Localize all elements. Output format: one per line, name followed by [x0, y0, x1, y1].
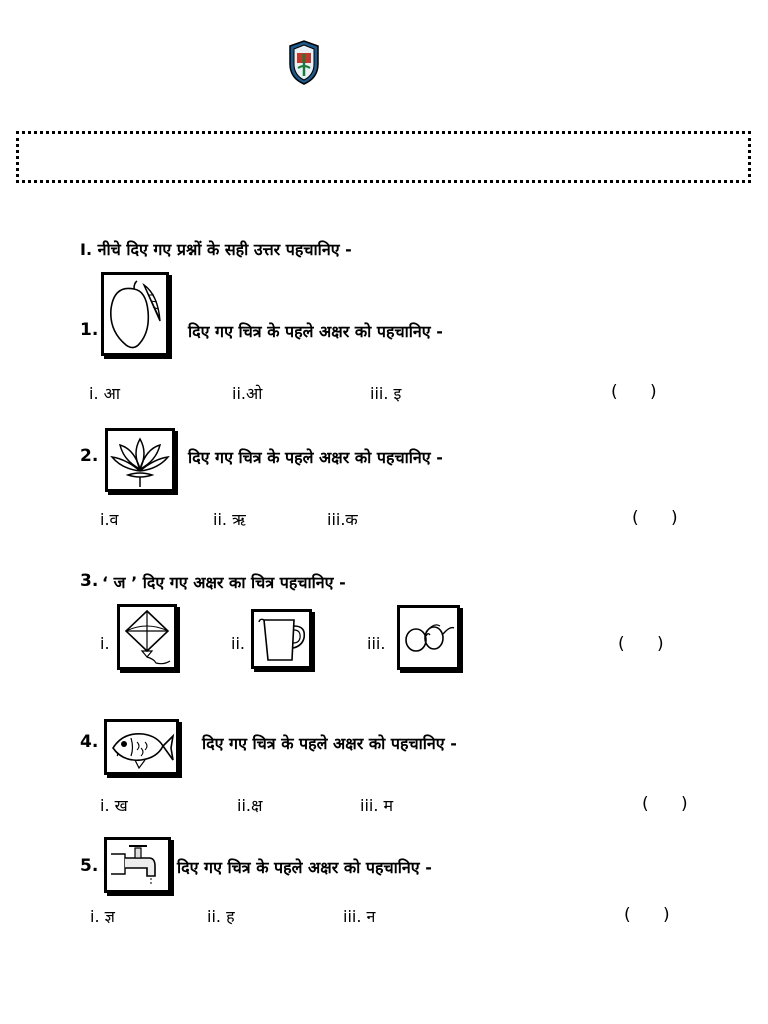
- question-3-number: 3.: [80, 571, 99, 591]
- question-3-option-2[interactable]: ii.: [231, 634, 245, 653]
- question-5-prompt: दिए गए चित्र के पहले अक्षर को पहचानिए -: [177, 858, 432, 877]
- question-2-prompt: दिए गए चित्र के पहले अक्षर को पहचानिए -: [188, 448, 443, 467]
- question-4-number: 4.: [80, 732, 99, 752]
- question-1-number: 1.: [80, 320, 99, 340]
- question-5-answer-blank[interactable]: ( ): [624, 905, 670, 925]
- tap-icon: [104, 837, 171, 893]
- question-2-option-1[interactable]: i.व: [100, 510, 119, 529]
- question-4-option-1[interactable]: i. ख: [100, 796, 128, 815]
- kite-icon[interactable]: [117, 604, 177, 670]
- question-5-option-3[interactable]: iii. न: [343, 907, 376, 926]
- question-1-answer-blank[interactable]: ( ): [611, 382, 657, 402]
- school-logo: [286, 38, 322, 86]
- name-details-box: [16, 131, 751, 183]
- question-2-number: 2.: [80, 446, 99, 466]
- question-1-option-3[interactable]: iii. इ: [370, 384, 402, 403]
- section-heading: I. नीचे दिए गए प्रश्नों के सही उत्तर पहचानिए -: [80, 240, 352, 259]
- question-4-answer-blank[interactable]: ( ): [642, 794, 688, 814]
- question-5-number: 5.: [80, 856, 99, 876]
- question-5-option-2[interactable]: ii. ह: [207, 907, 235, 926]
- question-4-option-3[interactable]: iii. म: [360, 796, 394, 815]
- question-3-option-3[interactable]: iii.: [367, 634, 386, 653]
- question-4-option-2[interactable]: ii.क्ष: [237, 796, 263, 815]
- question-5-option-1[interactable]: i. ज्ञ: [90, 907, 115, 926]
- jug-icon[interactable]: [251, 609, 312, 669]
- lotus-icon: [105, 428, 175, 492]
- mango-icon: [101, 272, 169, 356]
- question-1-prompt: दिए गए चित्र के पहले अक्षर को पहचानिए -: [188, 322, 443, 341]
- question-1-option-2[interactable]: ii.ओ: [232, 384, 263, 403]
- question-2-answer-blank[interactable]: ( ): [632, 508, 678, 528]
- question-2-option-3[interactable]: iii.क: [327, 510, 358, 529]
- question-3-option-1[interactable]: i.: [100, 634, 110, 653]
- question-3-prompt: ‘ ज ’ दिए गए अक्षर का चित्र पहचानिए -: [102, 573, 346, 592]
- question-1-option-1[interactable]: i. आ: [89, 384, 120, 403]
- question-4-prompt: दिए गए चित्र के पहले अक्षर को पहचानिए -: [202, 734, 457, 753]
- question-3-answer-blank[interactable]: ( ): [618, 634, 664, 654]
- fish-icon: [104, 719, 179, 775]
- spectacles-icon[interactable]: [397, 605, 460, 670]
- question-2-option-2[interactable]: ii. ऋ: [213, 510, 246, 529]
